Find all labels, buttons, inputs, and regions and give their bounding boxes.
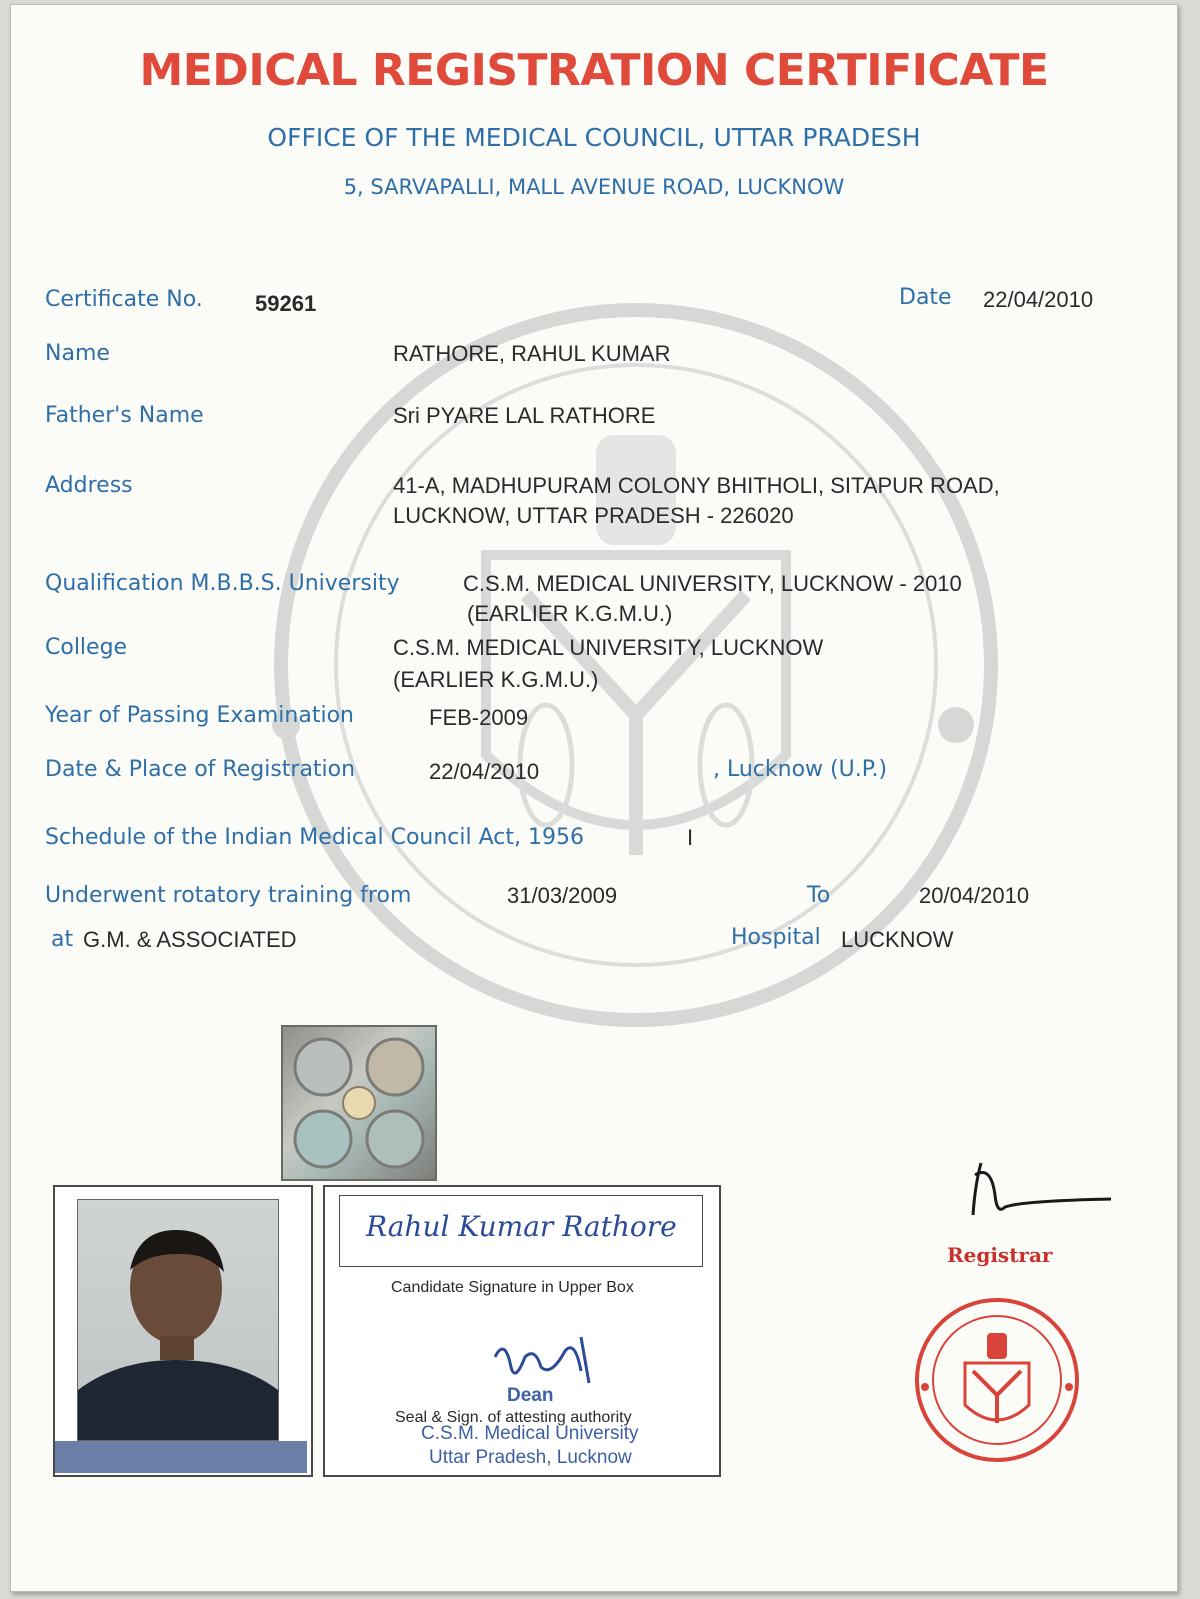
dean-place: Uttar Pradesh, Lucknow [429,1447,632,1468]
candidate-photo [77,1199,279,1441]
address-line-1: 41-A, MADHUPURAM COLONY BHITHOLI, SITAPUR ROAD, [393,473,1000,498]
passing-year-label: Year of Passing Examination [45,703,354,728]
candidate-signature-caption: Candidate Signature in Upper Box [391,1279,634,1296]
date-label: Date [899,285,952,310]
candidate-photo-frame [53,1185,313,1477]
training-from: 31/03/2009 [507,883,618,908]
certificate-title: MEDICAL REGISTRATION CERTIFICATE [139,45,1049,96]
name-value: RATHORE, RAHUL KUMAR [393,341,671,366]
training-at-value: G.M. & ASSOCIATED [83,927,297,952]
date-value: 22/04/2010 [983,287,1094,312]
registrar-signature-scribble [961,1155,1121,1235]
hologram-emblems-icon [283,1027,435,1179]
registration-place: , Lucknow (U.P.) [713,757,888,782]
dean-signature-scribble [485,1327,625,1391]
dean-university: C.S.M. Medical University [421,1423,639,1444]
father-name-value: Sri PYARE LAL RATHORE [393,403,656,428]
training-at-label: at [51,927,74,952]
hospital-label: Hospital [731,925,821,950]
hospital-value: LUCKNOW [841,927,954,952]
registrar-label: Registrar [947,1243,1053,1267]
signature-box [323,1185,721,1477]
qualification-line-2: (EARLIER K.G.M.U.) [467,601,673,626]
training-label: Underwent rotatory training from [45,883,412,908]
qualification-label: Qualification M.B.B.S. University [45,571,400,596]
college-label: College [45,635,128,660]
college-line-2: (EARLIER K.G.M.U.) [393,667,599,692]
hologram-sticker [281,1025,437,1181]
photo-attestation-stamp [55,1441,307,1473]
candidate-portrait-icon [78,1200,278,1440]
registration-date: 22/04/2010 [429,759,540,784]
dean-label: Dean [507,1385,554,1406]
council-address: 5, SARVAPALLI, MALL AVENUE ROAD, LUCKNOW [343,175,845,199]
schedule-value: I [687,825,694,850]
seal-caption: Seal & Sign. of attesting authority [395,1409,632,1426]
address-line-2: LUCKNOW, UTTAR PRADESH - 226020 [393,503,794,528]
college-line-1: C.S.M. MEDICAL UNIVERSITY, LUCKNOW [393,635,824,660]
candidate-signature: Rahul Kumar Rathore [366,1210,677,1243]
certificate-no-label: Certificate No. [45,287,203,312]
address-label: Address [45,473,133,498]
certificate-sheet [10,4,1178,1592]
registration-label: Date & Place of Registration [45,757,356,782]
schedule-label: Schedule of the Indian Medical Council Act, 1956 [45,825,584,850]
name-label: Name [45,341,110,366]
council-office-name: OFFICE OF THE MEDICAL COUNCIL, UTTAR PRADESH [267,123,921,152]
certificate-no-value: 59261 [255,291,317,316]
candidate-signature-area [339,1195,703,1267]
training-to: 20/04/2010 [919,883,1030,908]
training-to-label: To [807,883,831,908]
passing-year-value: FEB-2009 [429,705,529,730]
father-name-label: Father's Name [45,403,204,428]
council-seal-icon [907,1295,1087,1465]
qualification-line-1: C.S.M. MEDICAL UNIVERSITY, LUCKNOW - 2010 [463,571,962,596]
